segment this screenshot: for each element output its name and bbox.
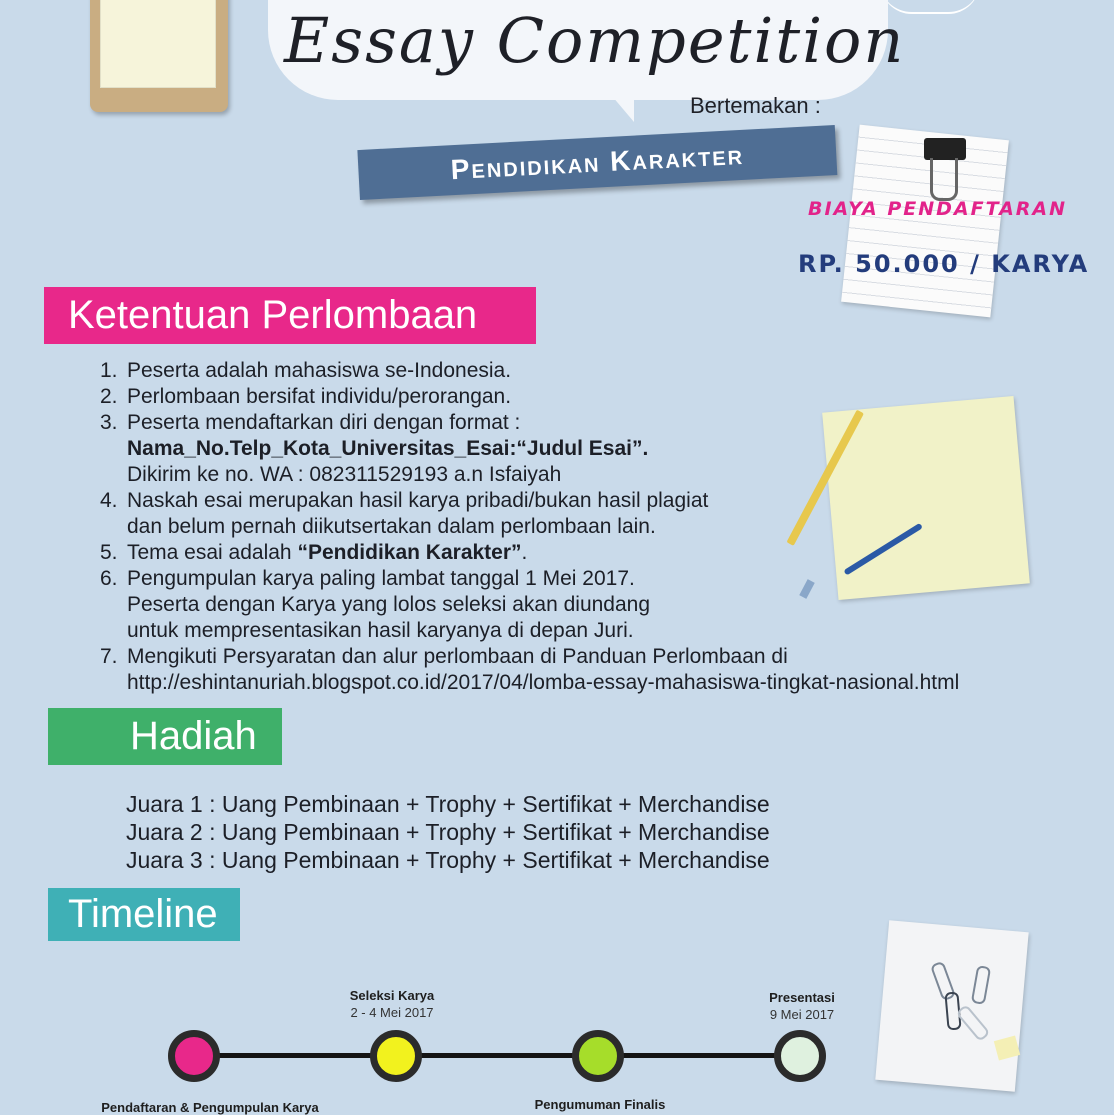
prizes-list: [126, 790, 770, 874]
timeline-label-announcement: Pengumuman Finalis: [534, 1097, 666, 1112]
title-bubble-tail: [612, 96, 634, 122]
rule-text: dan belum pernah diikutsertakan dalam perlombaan lain.: [127, 515, 656, 538]
timeline-label-presentation: Presentasi: [769, 990, 835, 1005]
rule-text-end: .: [521, 541, 528, 564]
timeline-date-presentation: 9 Mei 2017: [769, 1007, 835, 1022]
rule-contact: Dikirim ke no. WA : 082311529193 a.n Isfaiyah: [127, 463, 562, 486]
rule-text-block: [127, 644, 1090, 696]
binder-clip-wire: [930, 158, 958, 201]
prize-item: Juara 1 : Uang Pembinaan + Trophy + Sertifikat + Merchandise: [126, 791, 770, 817]
clipboard-paper: [100, 0, 216, 88]
rule-text: Perlombaan bersifat individu/perorangan.: [127, 385, 512, 408]
prizes-heading: [48, 708, 282, 765]
theme-text: Pendidikan Karakter: [449, 138, 745, 186]
prizes-heading-text: Hadiah: [130, 714, 257, 758]
prize-item: Juara 3 : Uang Pembinaan + Trophy + Sertifikat + Merchandise: [126, 847, 770, 873]
rule-number: 1.: [100, 359, 118, 382]
theme-banner: [357, 125, 837, 200]
rules-heading: [44, 287, 536, 344]
theme-intro: Bertemakan :: [690, 93, 821, 118]
rule-text: Peserta mendaftarkan diri dengan format :: [127, 411, 521, 434]
list-item: [100, 644, 1090, 696]
page-title: Essay Competition: [284, 4, 906, 77]
timeline-dot-presentation: [774, 1030, 826, 1082]
rule-number: 3.: [100, 411, 118, 434]
binder-clip-icon: [924, 138, 966, 160]
rule-text: untuk mempresentasikan hasil karyanya di depan Juri.: [127, 619, 634, 642]
rule-format: Nama_No.Telp_Kota_Universitas_Esai:“Judul Esai”.: [127, 437, 649, 460]
rule-text: Naskah esai merupakan hasil karya pribadi/bukan hasil plagiat: [127, 489, 709, 512]
rule-number: 5.: [100, 541, 118, 564]
rule-text: Tema esai adalah: [127, 541, 298, 564]
rule-number: 2.: [100, 385, 118, 408]
timeline-label-selection: Seleksi Karya: [349, 988, 435, 1003]
fee-value: RP. 50.000 / KARYA: [798, 250, 1090, 278]
rule-text: Peserta dengan Karya yang lolos seleksi akan diundang: [127, 593, 651, 616]
rule-number: 7.: [100, 645, 118, 668]
rule-number: 4.: [100, 489, 118, 512]
rule-number: 6.: [100, 567, 118, 590]
timeline-heading: [48, 888, 240, 941]
rule-text: Pengumpulan karya paling lambat tanggal 1 Mei 2017.: [127, 567, 635, 590]
rules-heading-text: Ketentuan Perlombaan: [68, 293, 478, 337]
timeline-heading-text: Timeline: [68, 892, 218, 936]
timeline-dot-registration: [168, 1030, 220, 1082]
prize-item: Juara 2 : Uang Pembinaan + Trophy + Sertifikat + Merchandise: [126, 819, 770, 845]
timeline-date-selection: 2 - 4 Mei 2017: [350, 1005, 434, 1020]
list-item: [100, 358, 1090, 384]
timeline-dot-announcement: [572, 1030, 624, 1082]
rule-text: Peserta adalah mahasiswa se-Indonesia.: [127, 359, 512, 382]
timeline-dot-selection: [370, 1030, 422, 1082]
fee-label: BIAYA PENDAFTARAN: [808, 198, 1068, 220]
rule-text: Mengikuti Persyaratan dan alur perlombaan di Panduan Perlombaan di: [127, 645, 788, 668]
rule-theme: “Pendidikan Karakter”: [297, 541, 522, 564]
timeline-line: [194, 1053, 804, 1058]
guide-link[interactable]: http://eshintanuriah.blogspot.co.id/2017/04/lomba-essay-mahasiswa-tingkat-nasional.html: [127, 671, 960, 694]
timeline-label-registration: Pendaftaran & Pengumpulan Karya: [101, 1100, 319, 1115]
